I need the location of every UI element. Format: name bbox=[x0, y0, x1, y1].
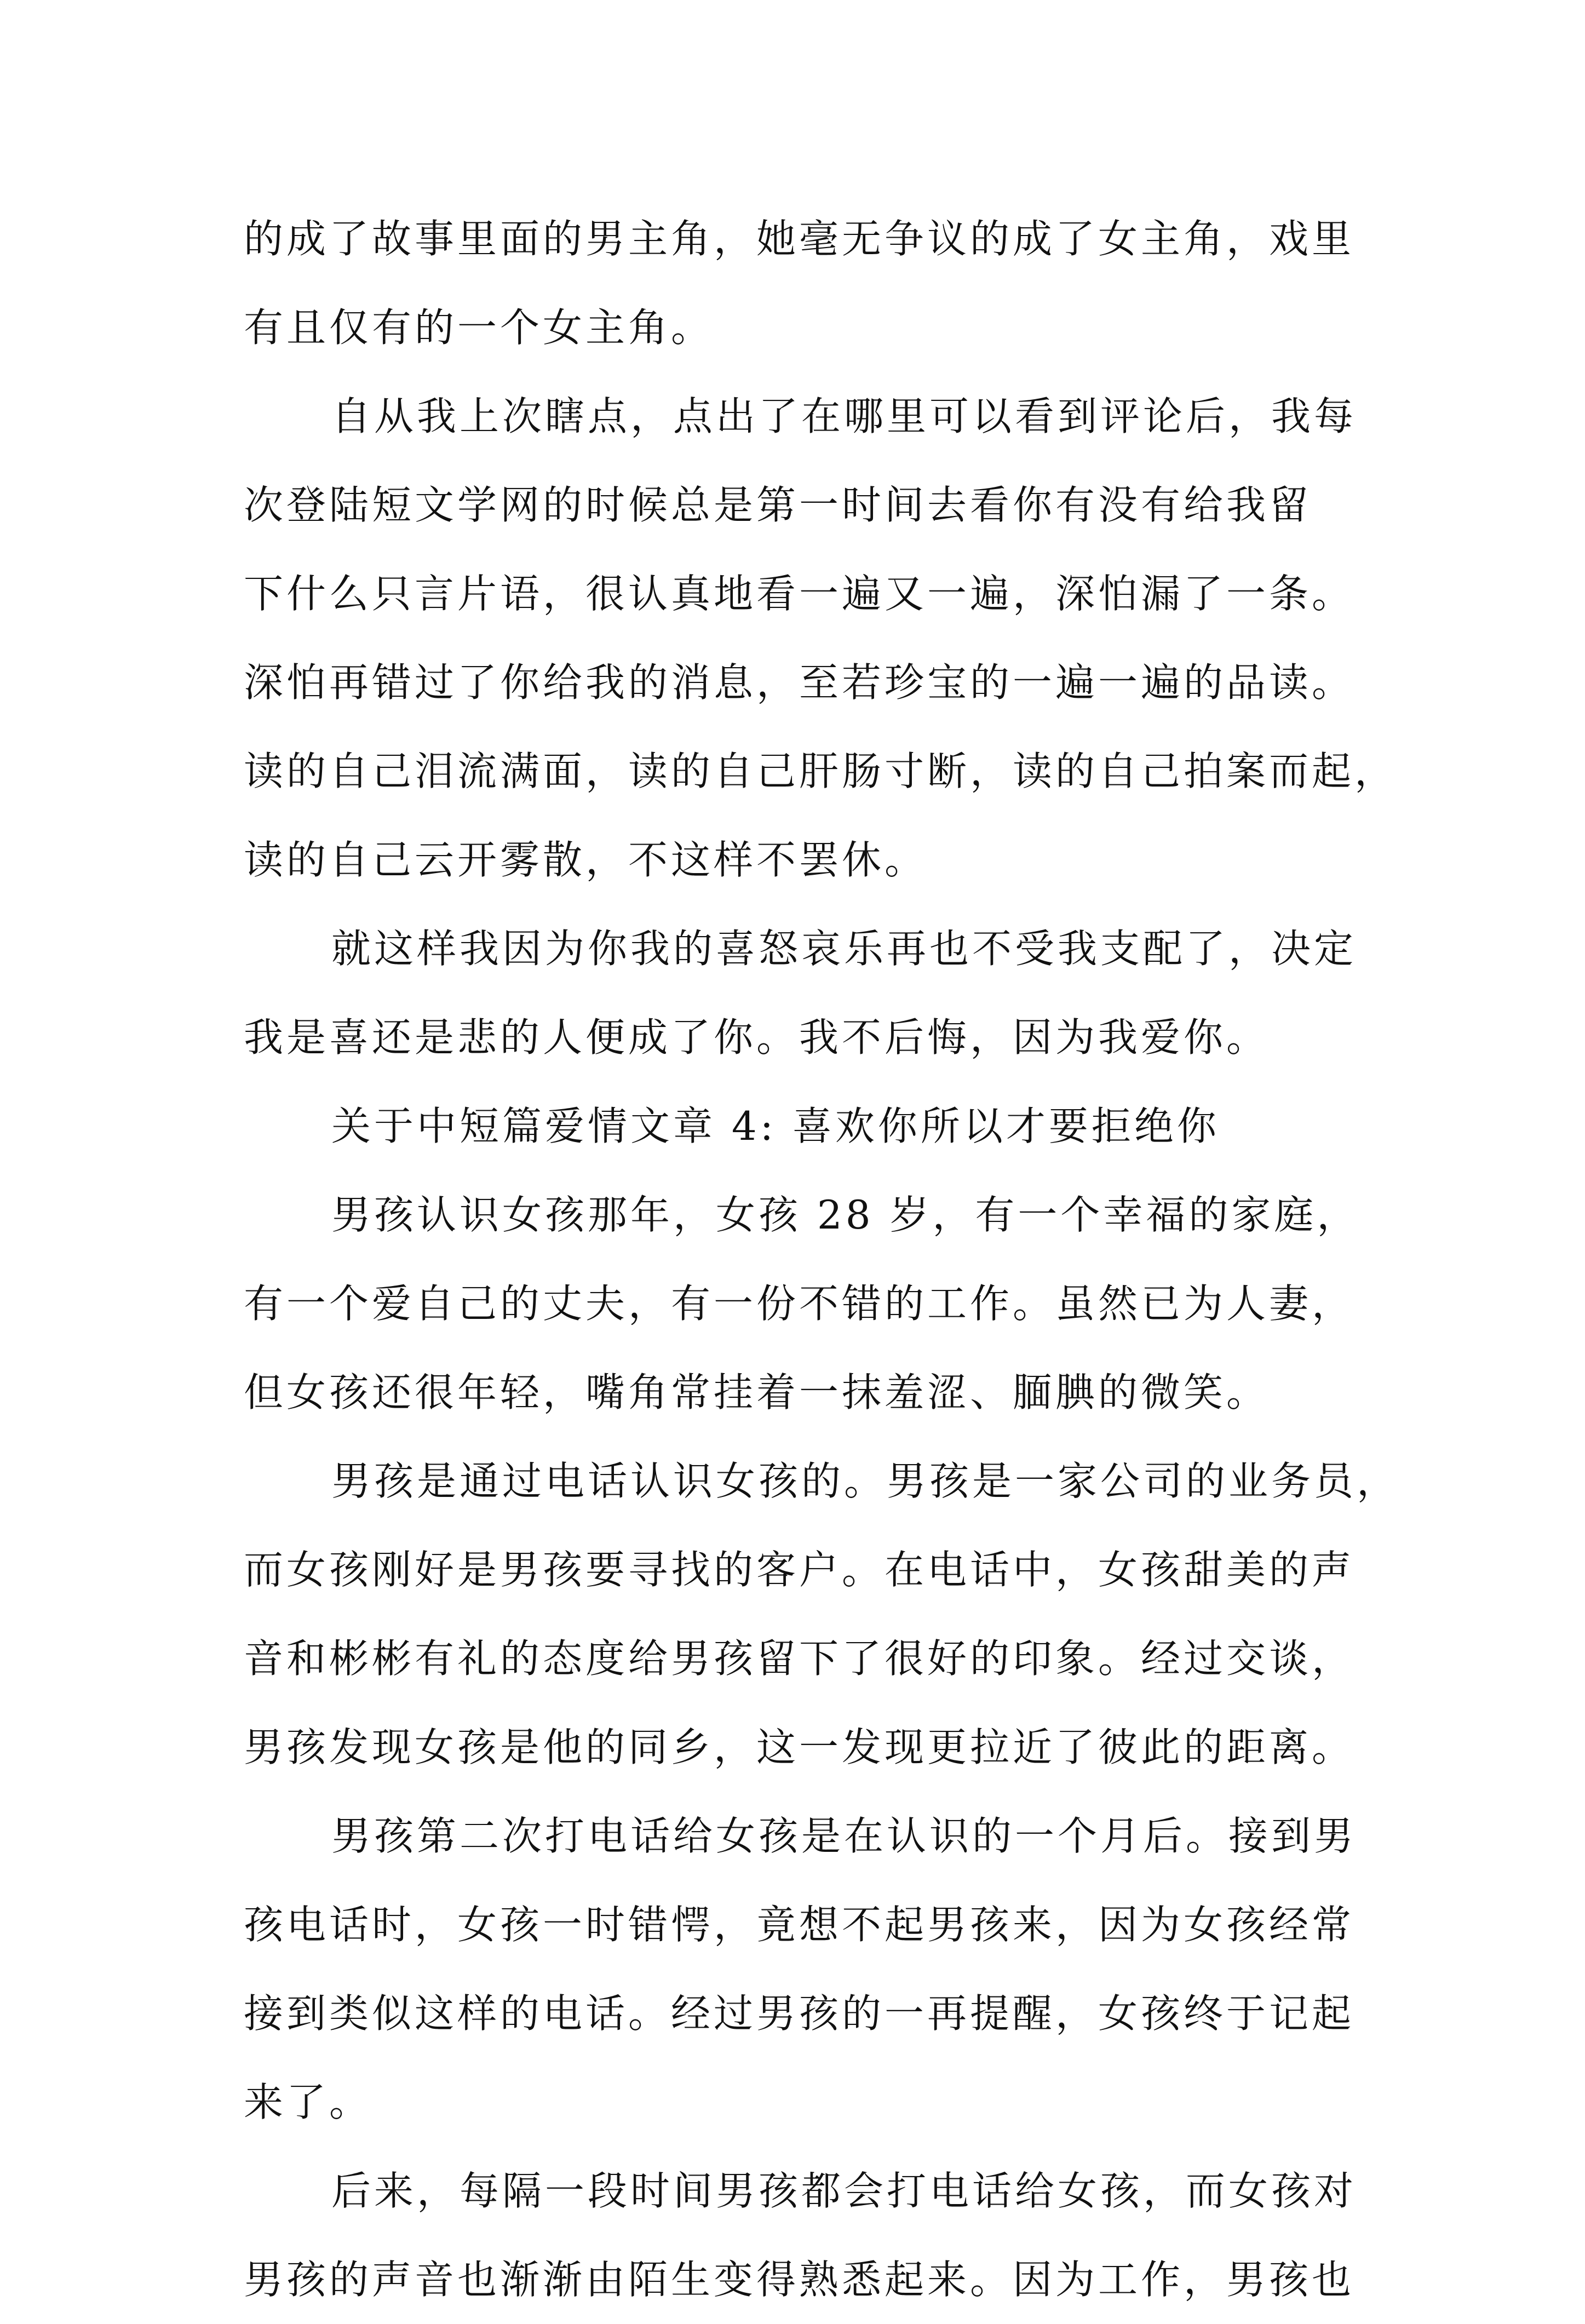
text-line: 男孩发现女孩是他的同乡，这一发现更拉近了彼此的距离。 bbox=[244, 1724, 1355, 1770]
text-line: 男孩的声音也渐渐由陌生变得熟悉起来。因为工作，男孩也 bbox=[244, 2257, 1355, 2303]
text-line: 有一个爱自己的丈夫，有一份不错的工作。虽然已为人妻， bbox=[244, 1281, 1355, 1327]
text-line: 下什么只言片语，很认真地看一遍又一遍，深怕漏了一条。 bbox=[244, 571, 1355, 617]
text-line: 有且仅有的一个女主角。 bbox=[244, 305, 714, 351]
text-line: 读的自己云开雾散，不这样不罢休。 bbox=[244, 837, 928, 883]
text-line: 自从我上次瞎点，点出了在哪里可以看到评论后，我每 bbox=[331, 393, 1357, 439]
text-line: 而女孩刚好是男孩要寻找的客户。在电话中，女孩甜美的声 bbox=[244, 1547, 1355, 1593]
text-line: 我是喜还是悲的人便成了你。我不后悔，因为我爱你。 bbox=[244, 1014, 1270, 1060]
text-line: 男孩是通过电话认识女孩的。男孩是一家公司的业务员， bbox=[331, 1458, 1400, 1504]
text-line: 但女孩还很年轻，嘴角常挂着一抹羞涩、腼腆的微笑。 bbox=[244, 1369, 1270, 1415]
text-line: 男孩第二次打电话给女孩是在认识的一个月后。接到男 bbox=[331, 1813, 1357, 1859]
text-line: 来了。 bbox=[244, 2079, 372, 2125]
text-line: 男孩认识女孩那年，女孩 28 岁，有一个幸福的家庭， bbox=[331, 1192, 1360, 1238]
text-line: 音和彬彬有礼的态度给男孩留下了很好的印象。经过交谈， bbox=[244, 1636, 1355, 1682]
text-line: 读的自己泪流满面，读的自己肝肠寸断，读的自己拍案而起， bbox=[244, 748, 1398, 794]
text-line: 次登陆短文学网的时候总是第一时间去看你有没有给我留 bbox=[244, 482, 1312, 528]
text-line: 深怕再错过了你给我的消息，至若珍宝的一遍一遍的品读。 bbox=[244, 659, 1355, 705]
text-line: 后来，每隔一段时间男孩都会打电话给女孩，而女孩对 bbox=[331, 2168, 1357, 2214]
text-line: 就这样我因为你我的喜怒哀乐再也不受我支配了，决定 bbox=[331, 926, 1357, 972]
text-line: 的成了故事里面的男主角，她毫无争议的成了女主角，戏里 bbox=[244, 216, 1355, 262]
text-line: 接到类似这样的电话。经过男孩的一再提醒，女孩终于记起 bbox=[244, 1990, 1355, 2036]
text-line: 孩电话时，女孩一时错愕，竟想不起男孩来，因为女孩经常 bbox=[244, 1902, 1355, 1948]
body-text bbox=[244, 194, 1400, 2324]
section-heading: 关于中短篇爱情文章 4: 喜欢你所以才要拒绝你 bbox=[331, 1103, 1220, 1149]
